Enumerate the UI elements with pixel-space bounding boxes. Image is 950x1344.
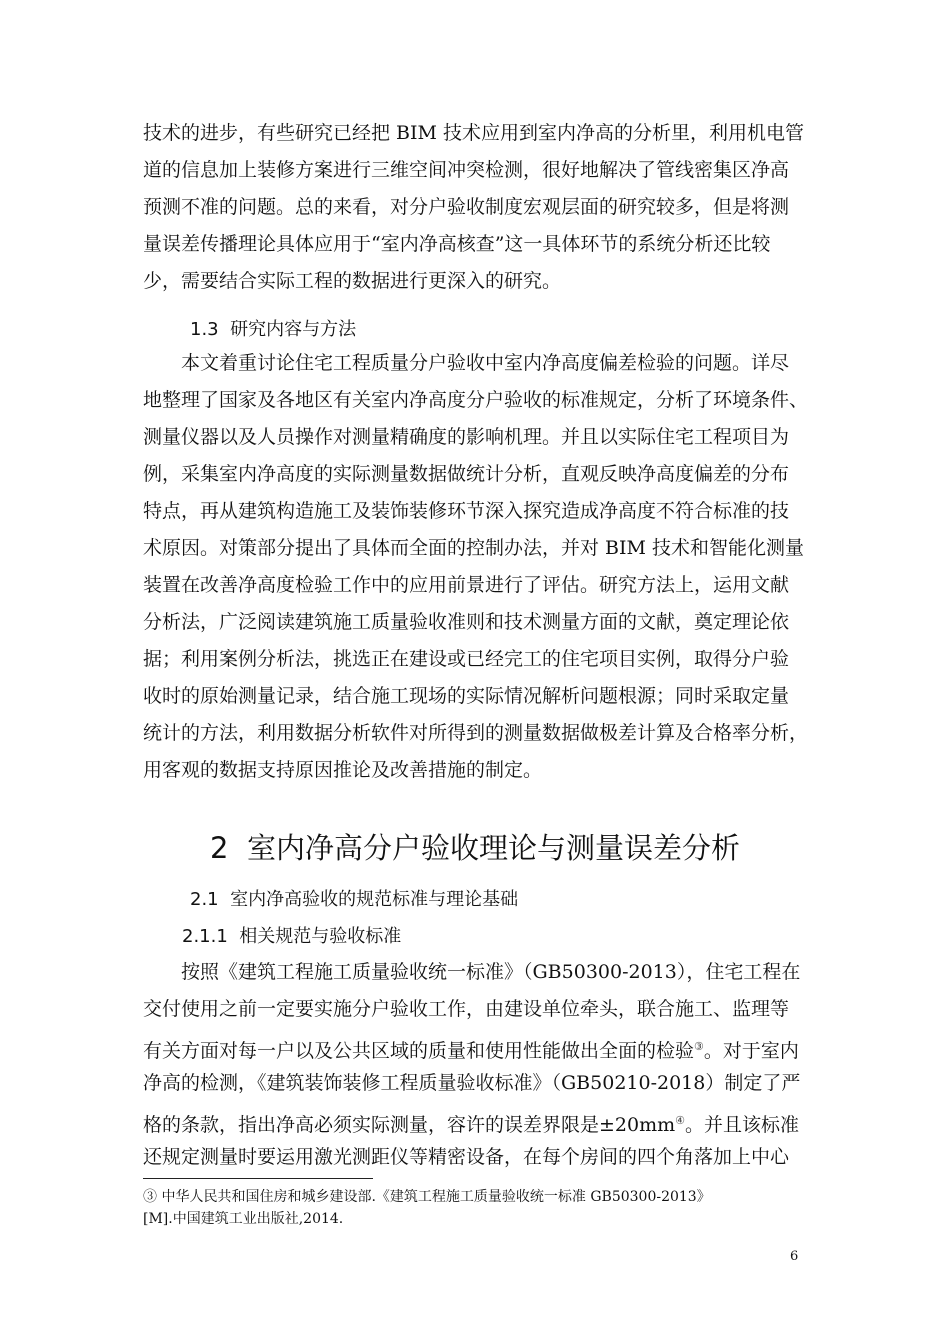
- text-line: 少，需要结合实际工程的数据进行更深入的研究。: [143, 270, 562, 292]
- section-heading-2-1-1: [182, 922, 401, 948]
- text-line: 装置在改善净高度检验工作中的应用前景进行了评估。研究方法上，运用文献: [143, 574, 790, 596]
- section-title: 研究内容与方法: [230, 319, 357, 340]
- footnote-divider: [143, 1178, 373, 1179]
- text-line: 分析法，广泛阅读建筑施工质量验收准则和技术测量方面的文献，奠定理论依: [143, 611, 790, 633]
- page-number: 6: [790, 1249, 799, 1264]
- section-number: 2.1: [190, 889, 219, 910]
- footnote-ref-3: ③: [694, 1040, 704, 1053]
- text-line: 本文着重讨论住宅工程质量分户验收中室内净高度偏差检验的问题。详尽: [181, 352, 790, 374]
- text-line: 按照《建筑工程施工质量验收统一标准》（GB50300-2013），住宅工程在: [181, 961, 801, 983]
- text-line: 净高的检测，《建筑装饰装修工程质量验收标准》（GB50210-2018）制定了严: [143, 1072, 801, 1094]
- text-line: 道的信息加上装修方案进行三维空间冲突检测，很好地解决了管线密集区净高: [143, 159, 790, 181]
- text-line: 有关方面对每一户以及公共区域的质量和使用性能做出全面的检验③。对于室内: [143, 1040, 799, 1062]
- intro-paragraph: [143, 115, 823, 300]
- section-title: 相关规范与验收标准: [239, 926, 402, 947]
- chapter-title: 室内净高分户验收理论与测量误差分析: [246, 831, 740, 865]
- text-line: 还规定测量时要运用激光测距仪等精密设备，在每个房间的四个角落加上中心: [143, 1146, 790, 1168]
- chapter-number: 2: [210, 831, 229, 865]
- chapter-heading-2: [0, 826, 950, 867]
- text-line: 格的条款，指出净高必须实际测量，容许的误差界限是±20mm④。并且该标准: [143, 1114, 800, 1136]
- research-content-paragraph: [143, 345, 823, 789]
- section-heading-2-1: [190, 885, 518, 911]
- text-line: 特点，再从建筑构造施工及装饰装修环节深入探究造成净高度不符合标准的技: [143, 500, 790, 522]
- section-number: 1.3: [190, 319, 219, 340]
- text-line: 地整理了国家及各地区有关室内净高度分户验收的标准规定，分析了环境条件、: [143, 389, 809, 411]
- text-line: 技术的进步，有些研究已经把 BIM 技术应用到室内净高的分析里，利用机电管: [143, 122, 805, 144]
- standards-paragraph: [143, 954, 823, 1176]
- text-line: 量误差传播理论具体应用于“室内净高核查”这一具体环节的系统分析还比较: [143, 233, 771, 255]
- footnote-ref-4: ④: [675, 1114, 686, 1127]
- section-number: 2.1.1: [182, 926, 228, 947]
- footnote-line: ③ 中华人民共和国住房和城乡建设部.《建筑工程施工质量验收统一标准 GB50300-2013》: [143, 1189, 711, 1205]
- text-line: 据；利用案例分析法，挑选正在建设或已经完工的住宅项目实例，取得分户验: [143, 648, 790, 670]
- text-line: 交付使用之前一定要实施分户验收工作，由建设单位牵头，联合施工、监理等: [143, 998, 790, 1020]
- text-line: 术原因。对策部分提出了具体而全面的控制办法，并对 BIM 技术和智能化测量: [143, 537, 805, 559]
- footnote: [143, 1186, 833, 1230]
- text-line: 用客观的数据支持原因推论及改善措施的制定。: [143, 759, 543, 781]
- section-title: 室内净高验收的规范标准与理论基础: [230, 889, 519, 910]
- text-line: 统计的方法，利用数据分析软件对所得到的测量数据做极差计算及合格率分析，: [143, 722, 809, 744]
- text-line: 例，采集室内净高度的实际测量数据做统计分析，直观反映净高度偏差的分布: [143, 463, 790, 485]
- text-line: 收时的原始测量记录，结合施工现场的实际情况解析问题根源；同时采取定量: [143, 685, 790, 707]
- section-heading-1-3: [190, 315, 356, 341]
- text-line: 预测不准的问题。总的来看，对分户验收制度宏观层面的研究较多，但是将测: [143, 196, 790, 218]
- footnote-line: [M].中国建筑工业出版社,2014.: [143, 1211, 344, 1227]
- text-line: 测量仪器以及人员操作对测量精确度的影响机理。并且以实际住宅工程项目为: [143, 426, 790, 448]
